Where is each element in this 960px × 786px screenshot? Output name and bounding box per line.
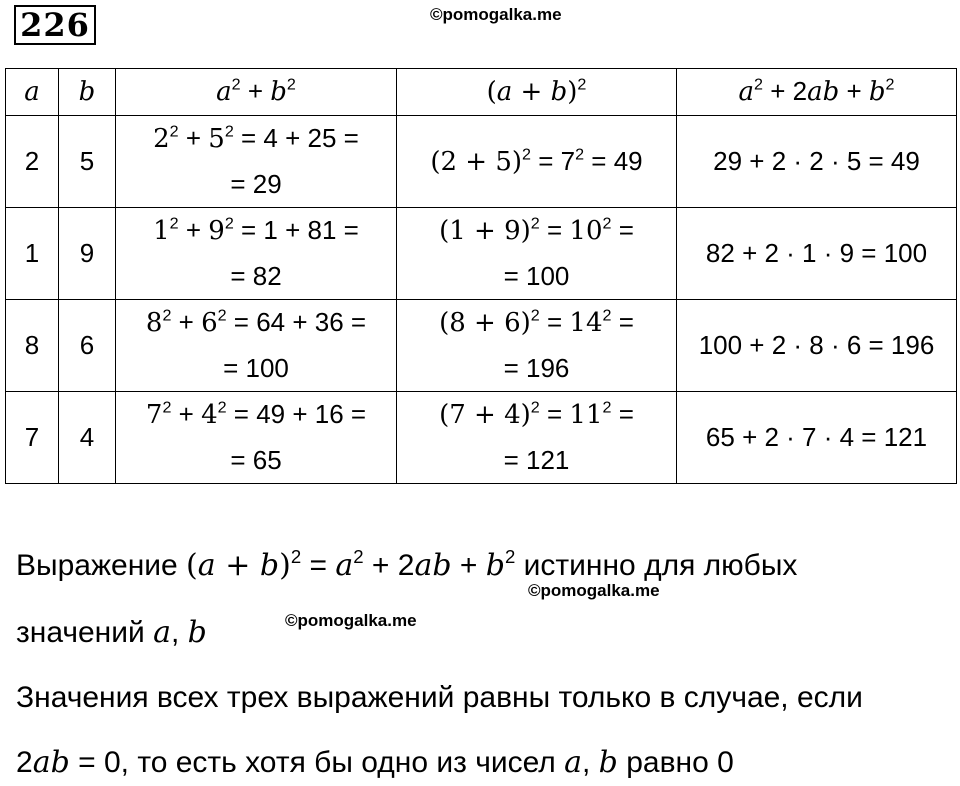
- table-row: [6, 392, 957, 484]
- cell-b: 5: [59, 116, 116, 208]
- conclusion-line-4: 2ab = 0, то есть хотя бы одно из чисел a, b равно 0: [16, 745, 734, 780]
- table-row: [6, 208, 957, 300]
- cell-expanded: 100 + 2 · 8 · 6 = 196: [677, 300, 957, 392]
- cell-sum-of-squares: $2^2 + 5^2 = 4 + 25$ = = 29: [116, 116, 397, 208]
- header-expanded: $a^2 + 2ab + b^2$: [677, 69, 957, 116]
- watermark: ©pomogalka.me: [285, 611, 417, 630]
- cell-b: 4: [59, 392, 116, 484]
- conclusion-line-3: Значения всех трех выражений равны только в случае, если: [16, 681, 863, 714]
- header-a: a: [6, 69, 59, 116]
- table-header-row: [6, 69, 957, 116]
- values-table: [5, 68, 957, 484]
- cell-a: 2: [6, 116, 59, 208]
- cell-square-of-sum: $(1 + 9)^2 = 10^2$ = = 100: [397, 208, 677, 300]
- cell-square-of-sum: $(8 + 6)^2 = 14^2$ = = 196: [397, 300, 677, 392]
- header-b: b: [59, 69, 116, 116]
- cell-b: 6: [59, 300, 116, 392]
- watermark: ©pomogalka.me: [430, 5, 562, 24]
- cell-sum-of-squares: $1^2 + 9^2 = 1 + 81$ = = 82: [116, 208, 397, 300]
- cell-expanded: 65 + 2 · 7 · 4 = 121: [677, 392, 957, 484]
- header-square-of-sum: $(a + b)^2$: [397, 69, 677, 116]
- cell-sum-of-squares: $8^2 + 6^2 = 64 + 36$ = = 100: [116, 300, 397, 392]
- cell-a: 1: [6, 208, 59, 300]
- header-sum-of-squares: $a^2 + b^2$: [116, 69, 397, 116]
- table-row: [6, 300, 957, 392]
- cell-a: 8: [6, 300, 59, 392]
- problem-number: 226: [14, 5, 96, 45]
- conclusion-line-2: значений a, b: [16, 615, 207, 650]
- conclusion-line-1: Выражение $(a + b)^2 = a^2 + 2ab + b^2$ истинно для любых: [16, 545, 798, 583]
- cell-a: 7: [6, 392, 59, 484]
- watermark: ©pomogalka.me: [528, 581, 660, 600]
- table-row: [6, 116, 957, 208]
- cell-b: 9: [59, 208, 116, 300]
- cell-square-of-sum: $(7 + 4)^2 = 11^2$ = = 121: [397, 392, 677, 484]
- cell-square-of-sum: $(2 + 5)^2 = 7^2 = 49$: [397, 116, 677, 208]
- cell-expanded: 82 + 2 · 1 · 9 = 100: [677, 208, 957, 300]
- cell-sum-of-squares: $7^2 + 4^2 = 49 + 16$ = = 65: [116, 392, 397, 484]
- cell-expanded: 29 + 2 · 2 · 5 = 49: [677, 116, 957, 208]
